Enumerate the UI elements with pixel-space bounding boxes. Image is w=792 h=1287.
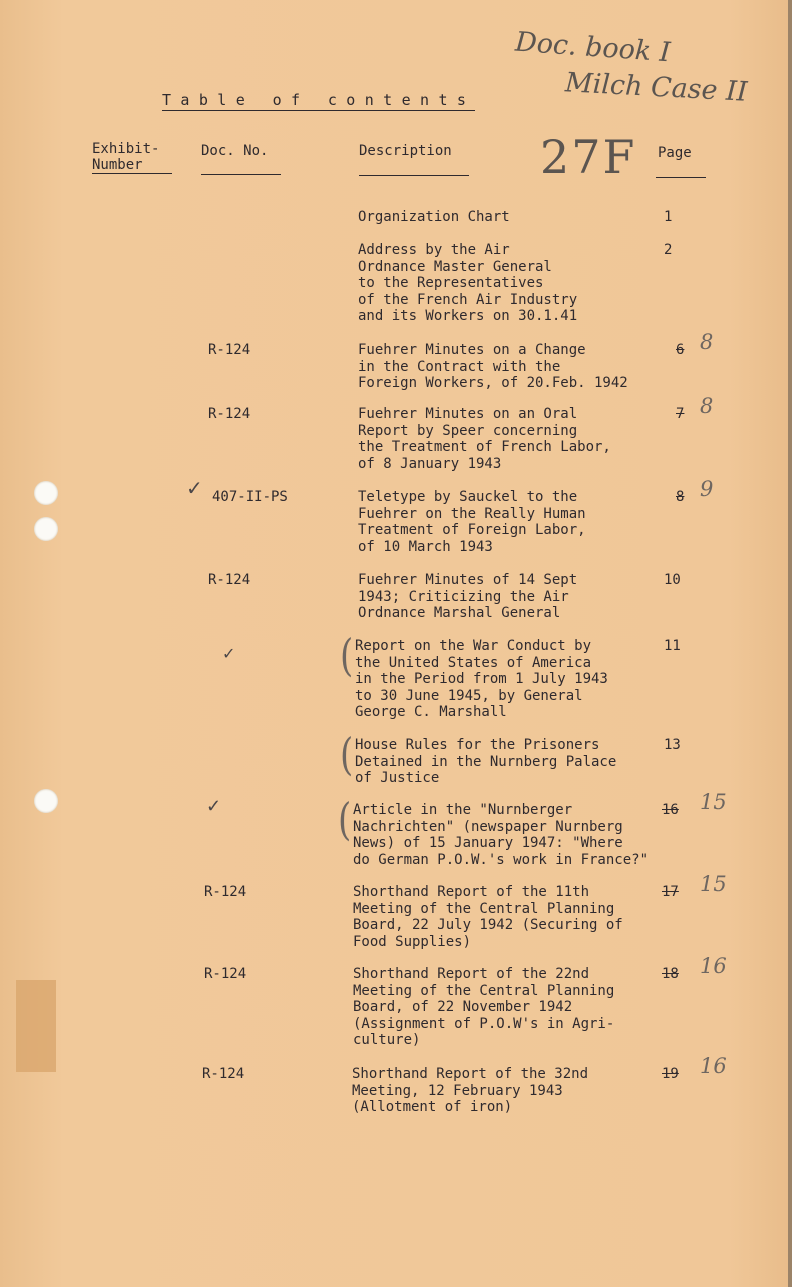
- entry-page-correction: 8: [700, 330, 714, 354]
- entry-page-correction: 15: [700, 872, 727, 896]
- header-rule: [656, 177, 706, 178]
- entry-page-correction: 15: [700, 790, 727, 814]
- entry-description: Report on the War Conduct by the United States of America in the Period from 1 July 1943 to 30 June 1945, by General George C. Marshall: [355, 638, 608, 721]
- punch-hole: [34, 481, 58, 505]
- header-rule: [92, 173, 172, 174]
- entry-description: Shorthand Report of the 22nd Meeting of the Central Planning Board, of 22 November 1942 (Assignment of P.O.W's in Agri- culture): [353, 966, 615, 1049]
- entry-doc-no: R-124: [204, 966, 247, 982]
- column-page: Page: [658, 145, 692, 161]
- tape-stain: [16, 980, 56, 1072]
- entry-page: 10: [664, 572, 681, 588]
- entry-page-correction: 8: [700, 394, 714, 418]
- margin-bracket: (: [338, 794, 352, 846]
- check-mark: ✓: [206, 796, 222, 817]
- handwritten-note-case: Milch Case II: [564, 67, 749, 108]
- entry-doc-no: R-124: [208, 342, 251, 358]
- entry-page: 2: [664, 242, 673, 258]
- entry-description: Shorthand Report of the 32nd Meeting, 12 February 1943 (Allotment of iron): [352, 1066, 589, 1116]
- entry-page-struck: 18: [662, 966, 679, 982]
- entry-description: Fuehrer Minutes on an Oral Report by Speer concerning the Treatment of French Labor, of 8 January 1943: [358, 406, 611, 472]
- column-description: Description: [359, 143, 452, 159]
- entry-page-struck: 7: [676, 406, 685, 422]
- entry-page-correction: 9: [700, 477, 714, 501]
- column-exhibit-label-1: Exhibit-: [92, 141, 160, 157]
- header-rule: [201, 174, 281, 175]
- punch-hole: [34, 517, 58, 541]
- entry-page-correction: 16: [700, 954, 727, 978]
- entry-description: House Rules for the Prisoners Detained in the Nurnberg Palace of Justice: [355, 737, 617, 787]
- entry-description: Article in the "Nurnberger Nachrichten" (newspaper Nurnberg News) of 15 January 1947: "Where do German P.O.W.'s work in France?": [353, 802, 649, 868]
- entry-description: Fuehrer Minutes of 14 Sept 1943; Criticizing the Air Ordnance Marshal General: [358, 572, 578, 622]
- handwritten-doc-code: 27F: [540, 130, 637, 184]
- entry-page-struck: 6: [676, 342, 685, 358]
- entry-page: 1: [664, 209, 673, 225]
- entry-doc-no: 407-II-PS: [212, 489, 288, 505]
- entry-description: Address by the Air Ordnance Master General to the Representatives of the French Air Industry and its Workers on 30.1.41: [358, 242, 578, 325]
- entry-page-struck: 19: [662, 1066, 679, 1082]
- handwritten-note-book: Doc. book I: [514, 26, 672, 69]
- entry-description: Teletype by Sauckel to the Fuehrer on the Really Human Treatment of Foreign Labor, of 10 March 1943: [358, 489, 586, 555]
- punch-hole: [34, 789, 58, 813]
- column-exhibit-number: [92, 141, 159, 174]
- header-rule: [359, 175, 469, 176]
- page-edge: [788, 0, 792, 1287]
- entry-page-struck: 17: [662, 884, 679, 900]
- entry-page-struck: 16: [662, 802, 679, 818]
- entry-page-struck: 8: [676, 489, 685, 505]
- entry-description: Shorthand Report of the 11th Meeting of the Central Planning Board, 22 July 1942 (Securing of Food Supplies): [353, 884, 623, 950]
- entry-doc-no: R-124: [204, 884, 247, 900]
- entry-doc-no: R-124: [208, 572, 251, 588]
- entry-doc-no: R-124: [202, 1066, 245, 1082]
- page-title: Table of contents: [162, 91, 476, 109]
- margin-bracket: (: [340, 729, 354, 781]
- entry-doc-no: R-124: [208, 406, 251, 422]
- column-doc-no: Doc. No.: [201, 143, 269, 159]
- entry-description: Fuehrer Minutes on a Change in the Contract with the Foreign Workers, of 20.Feb. 1942: [358, 342, 628, 392]
- column-exhibit-label-2: Number: [92, 157, 159, 174]
- margin-bracket: (: [340, 630, 354, 682]
- entry-page-correction: 16: [700, 1054, 727, 1078]
- check-mark: ✓: [222, 644, 236, 663]
- check-mark: ✓: [186, 476, 203, 500]
- entry-description: Organization Chart: [358, 209, 510, 225]
- entry-page: 11: [664, 638, 681, 654]
- entry-page: 13: [664, 737, 681, 753]
